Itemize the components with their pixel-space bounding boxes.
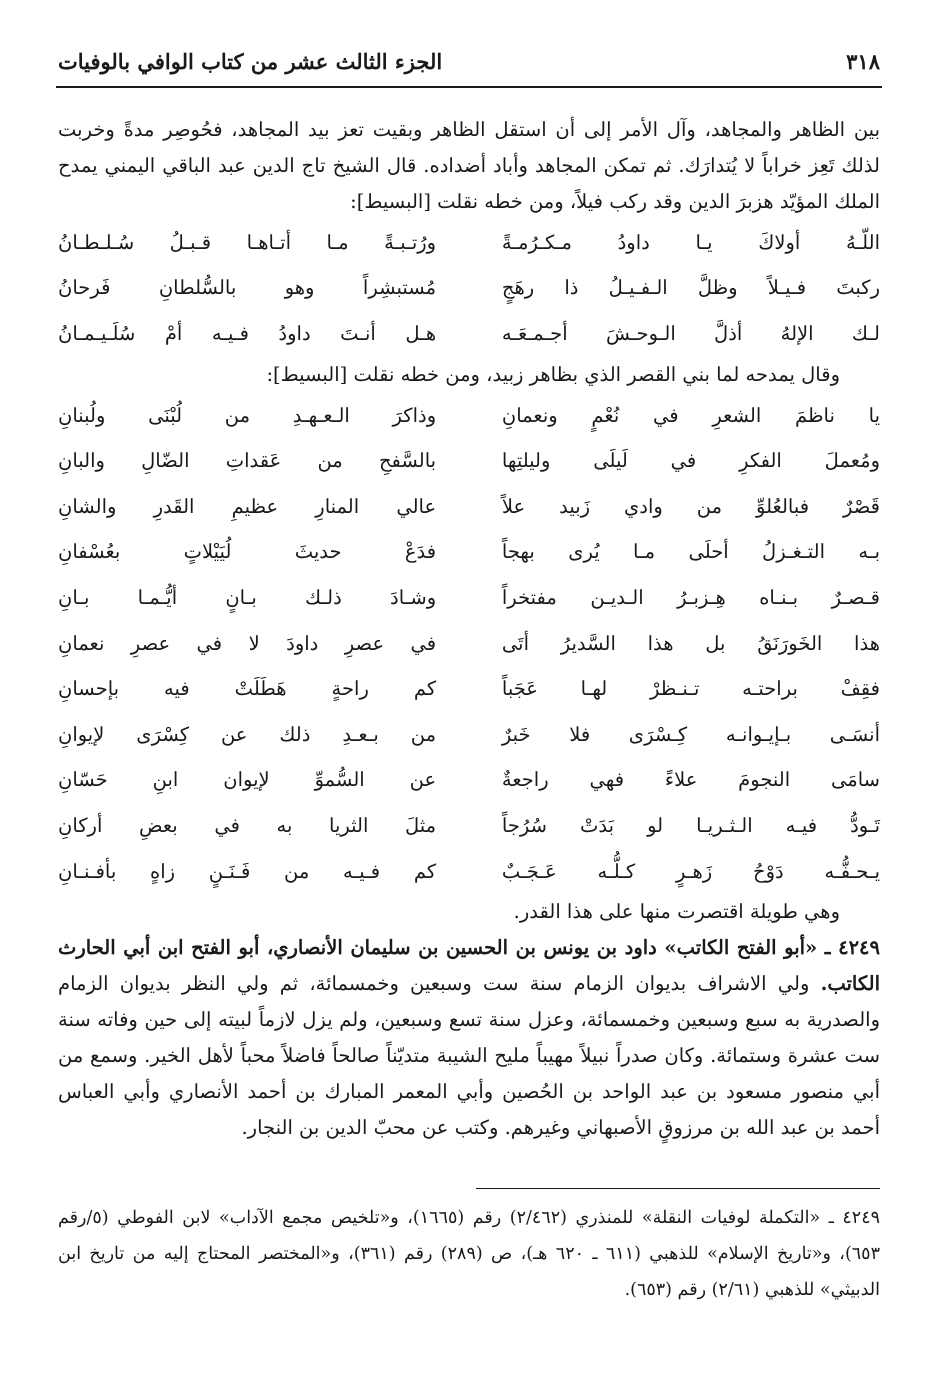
verse-line	[58, 575, 880, 621]
verse-first-hemistich: تَـودُّ فيـه الـثـريـا لو بَدَتْ سُرُجاً	[501, 813, 880, 837]
verse-line	[58, 311, 880, 357]
paragraph-intro: بين الظاهر والمجاهد، وآل الأمر إلى أن استقل الظاهر وبقيت تعز بيد المجاهد، فحُوصِر مدةً وخربت لذلك تَعِز خراباً لا يُتدارَك. ثم تمكن المجاهد وأباد أضداده. قال الشيخ تاج الدين عبد الباقي اليمني يمدح الملك المؤيّد هزبرَ الدين وقد ركب فيلاً، ومن خطه نقلت [البسيط]:	[58, 118, 880, 213]
main-text	[58, 112, 880, 1146]
closing-line: وهي طويلة اقتصرت منها على هذا القدر.	[513, 900, 840, 924]
verse-first-hemistich: يـحـفُّـه دَوْحُ زَهـرٍ كـلُّـه عَـجَـبٌ	[501, 859, 880, 883]
verse-first-hemistich: بـه التـغـزلُ أحلَى مـا يُرى بهجاً	[501, 540, 880, 564]
verse-second-hemistich: من بـعـدِ ذلك عن كِسْرَى لإيوانِ	[58, 722, 437, 746]
poem-1	[58, 220, 880, 357]
verse-first-hemistich: هذا الخَورَنَقُ بل هذا السَّديرُ أتَى	[501, 631, 880, 655]
verse-second-hemistich: كم فـيـه من فَـنَـنٍ زاهٍ بأفـنـانِ	[58, 859, 437, 883]
verse-second-hemistich: في عصرِ داودَ لا في عصرِ نعمانِ	[58, 631, 437, 655]
verse-line	[58, 803, 880, 849]
footnote-rule	[476, 1188, 880, 1189]
verse-first-hemistich: ومُعملَ الفكرِ في لَيلَى وليلتِها	[501, 449, 880, 473]
verse-second-hemistich: بالسَّفحِ من عَقداتِ الضّالِ والبانِ	[58, 449, 437, 473]
verse-first-hemistich: قـصـرٌ بـنـاه هِـزبـرُ الـديـن مفتخراً	[501, 585, 880, 609]
entry-text: ولي الاشراف بديوان الزمام سنة ست وسبعين وخمسمائة، ثم ولي النظر بديوان الزمام والصدرية به سبع وسبعين وخمسمائة، وعزل سنة تسع وسبعين، ولم يزل لازماً لبيته إلى حين وفاته سنة ست عشرة وستمائة. وكان صدراً نبيلاً مهيباً مليح الشيبة متديّناً صالحاً فاضلاً محباً لأهل الخير. وسمع من أبي منصور مسعود بن عبد الواحد بن الحُصين وأبي المعمر المبارك بن أحمد الأنصاري وأبي العباس أحمد بن عبد الله بن مرزوقٍ الأصبهاني وغيرهم. وكتب عن محبّ الدين بن النجار.	[58, 972, 880, 1140]
verse-second-hemistich: هـل أنـتَ داودُ فـيـه أمْ سُلَـيـمـانُ	[58, 321, 437, 345]
verse-second-hemistich: عالي المنارِ عظيمِ القَدرِ والشانِ	[58, 494, 437, 518]
verse-first-hemistich: فقِفْ براحتـه تـنـظرْ لهـا عَجَباً	[501, 677, 880, 701]
running-title: الجزء الثالث عشر من كتاب الوافي بالوفيات	[58, 48, 443, 74]
verse-line	[58, 712, 880, 758]
verse-second-hemistich: وشـادَ ذلـك بـانٍ أيُّـمـا بـانِ	[58, 585, 437, 609]
page-header	[58, 40, 880, 82]
verse-first-hemistich: اللّـهُ أولاكَ يـا داودُ مـكـرُمـةً	[501, 230, 880, 254]
verse-line	[58, 849, 880, 895]
page-number: ٣١٨	[846, 48, 880, 74]
biography-entry	[58, 930, 880, 1146]
footnote	[58, 1200, 880, 1308]
verse-line	[58, 621, 880, 667]
verse-second-hemistich: مُستبشِراً وهو بالسُّلطانِ فَرحانُ	[58, 276, 437, 300]
verse-second-hemistich: عن السُّموِّ لإيوان ابنِ حَسّانِ	[58, 768, 437, 792]
verse-line	[58, 530, 880, 576]
verse-second-hemistich: ورُتـبـةً مـا أتـاهـا قـبـلُ سُـلـطـانُ	[58, 230, 437, 254]
poem-2	[58, 393, 880, 895]
verse-second-hemistich: كم راحةٍ هَطَلَتْ فيه بإحسانِ	[58, 677, 437, 701]
header-rule	[56, 86, 882, 88]
footnote-text: ٤٢٤٩ ـ «التكملة لوفيات النقلة» للمنذري (٢/٤٦٢) رقم (١٦٦٥)، و«تلخيص مجمع الآداب» لابن الفوطي (٥/رقم ٦٥٣)، و«تاريخ الإسلام» للذهبي (٦١١ ـ ٦٢٠ هـ)، ص (٢٨٩) رقم (٣٦١)، و«المختصر المحتاج إليه من تاريخ ابن الدبيثي» للذهبي (٢/٦١) رقم (٦٥٣).	[58, 1208, 880, 1300]
verse-line	[58, 666, 880, 712]
verse-first-hemistich: سامَى النجومَ علاءً فهي راجعةٌ	[501, 768, 880, 792]
verse-first-hemistich: أنسَـى بـإيـوانـه كِـسْرَى فلا خَبرٌ	[501, 722, 880, 746]
verse-line	[58, 438, 880, 484]
verse-line	[58, 484, 880, 530]
verse-line	[58, 393, 880, 439]
verse-first-hemistich: قَصْرٌ فبالعُلوِّ من وادي زَبيد علاً	[501, 494, 880, 518]
verse-first-hemistich: يا ناظمَ الشعرِ في نُعْمٍ ونعمانِ	[501, 403, 880, 427]
verse-second-hemistich: وذاكرَ الـعـهـدِ من لُبْنَى ولُبنانِ	[58, 403, 437, 427]
poem-2-intro: وقال يمدحه لما بني القصر الذي بظاهر زبيد، ومن خطه نقلت [البسيط]:	[266, 362, 840, 386]
verse-first-hemistich: لـك الإلهُ أذلَّ الـوحـشَ أجـمـعَـه	[501, 321, 880, 345]
verse-line	[58, 220, 880, 266]
verse-line	[58, 758, 880, 804]
verse-first-hemistich: ركبتَ فـيـلاً وظلَّ الـفـيـلُ ذا رهَجٍ	[501, 276, 880, 300]
verse-line	[58, 266, 880, 312]
verse-second-hemistich: مثلَ الثريا به في بعضِ أركانِ	[58, 813, 437, 837]
entry-heading: ٤٢٤٩ ـ «أبو الفتح الكاتب» داود بن يونس بن الحسين بن سليمان الأنصاري، أبو الفتح ابن أبي الحارث الكاتب.	[58, 936, 880, 996]
verse-second-hemistich: فدَعْ حديثَ لُيَيْلاتٍ بعُسْفانِ	[58, 540, 437, 564]
